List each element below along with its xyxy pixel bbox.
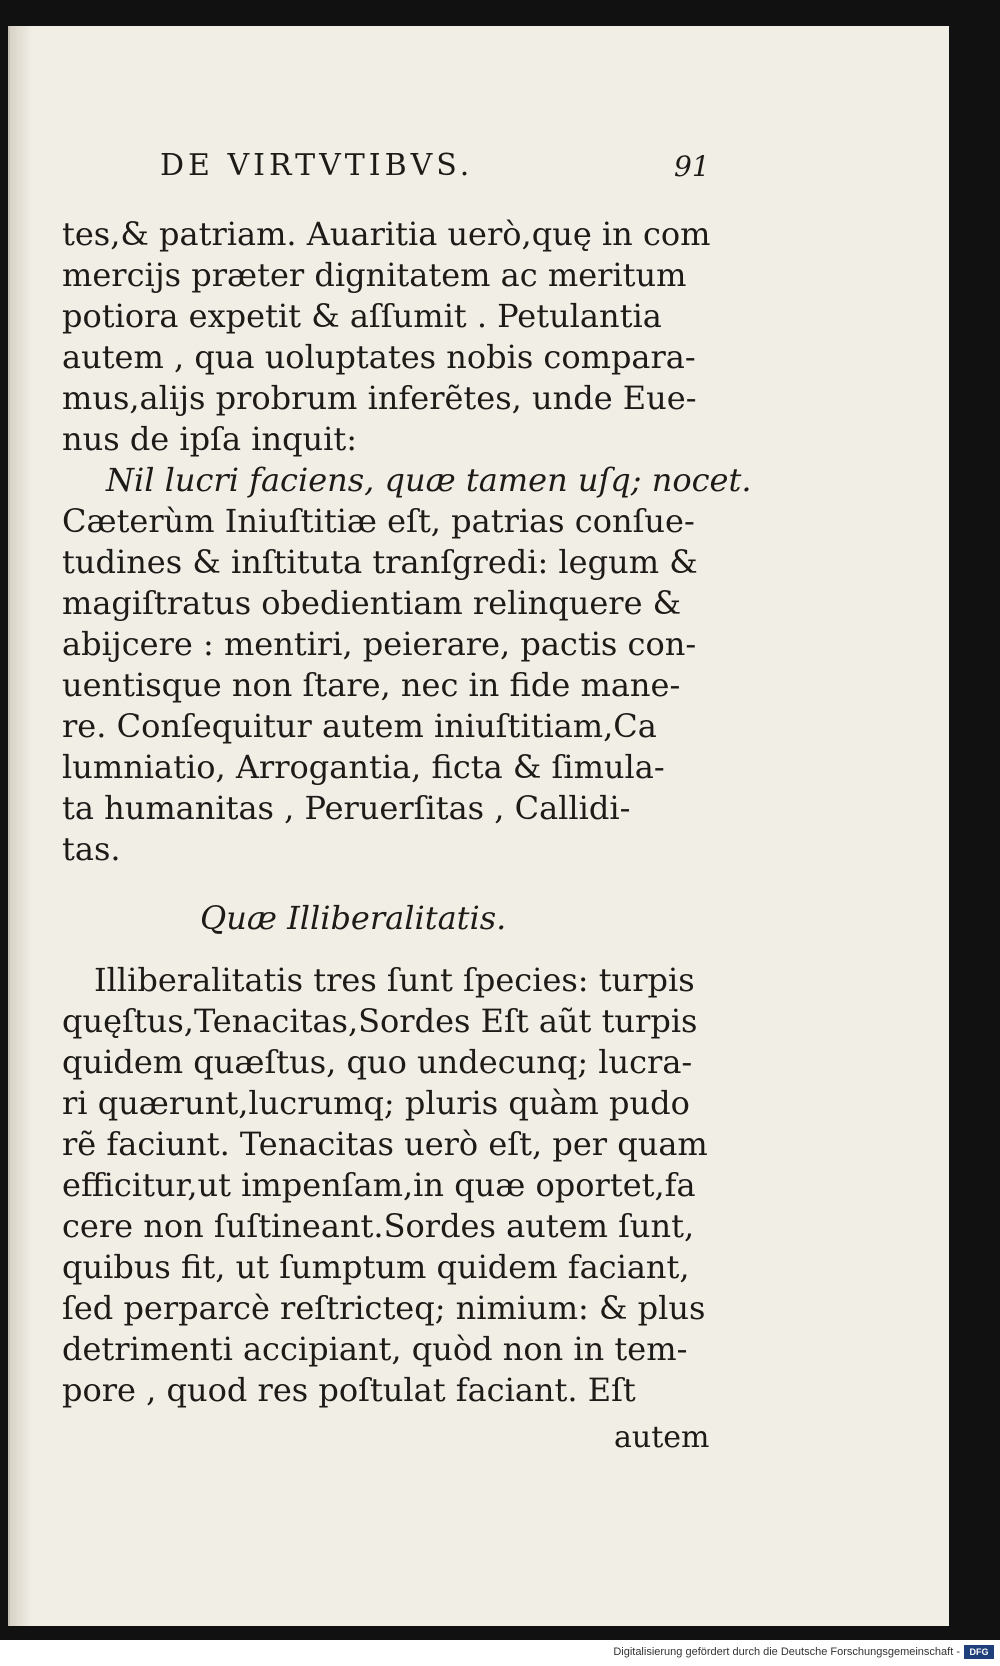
verse-quotation: Nil lucri faciens, quæ tamen uſq; nocet.	[106, 461, 752, 499]
text-line: detrimenti accipiant, quòd non in tem-	[62, 1330, 688, 1368]
gutter-shadow	[10, 26, 32, 1626]
catchword: autem	[614, 1420, 710, 1455]
text-line: rẽ faciunt. Tenacitas uerò eſt, per quam	[62, 1125, 708, 1163]
running-head: DE VIRTVTIBVS.	[160, 148, 474, 183]
dfg-logo-icon: DFG	[964, 1645, 994, 1659]
section-heading: Quæ Illiberalitatis.	[200, 899, 507, 937]
text-line: quibus fit, ut ſumptum quidem faciant,	[62, 1248, 690, 1286]
text-line: Illiberalitatis tres ſunt ſpecies: turpis	[94, 961, 695, 999]
text-line: tas.	[62, 830, 121, 868]
text-line: lumniatio, Arrogantia, ficta & ſimula-	[62, 748, 665, 786]
page-header	[160, 148, 720, 198]
text-line: ri quærunt,lucrumq; pluris quàm pudo	[62, 1084, 690, 1122]
book-page	[8, 26, 949, 1626]
text-line: ta humanitas , Peruerſitas , Callidi-	[62, 789, 631, 827]
text-line: mercijs præter dignitatem ac meritum	[62, 256, 687, 294]
text-line: magiſtratus obedientiam relinquere &	[62, 584, 682, 622]
text-line: quidem quæſtus, quo undecunq; lucra-	[62, 1043, 693, 1081]
text-line: uentisque non ſtare, nec in fide mane-	[62, 666, 681, 704]
text-line: re. Conſequitur autem iniuſtitiam,Ca	[62, 707, 657, 745]
text-line: Cæterùm Iniuſtitiæ eſt, patrias conſue-	[62, 502, 695, 540]
text-line: autem , qua uoluptates nobis compara-	[62, 338, 696, 376]
text-line: tes,& patriam. Auaritia uerò,quę in com	[62, 215, 711, 253]
text-line: efficitur,ut impenſam,in quæ oportet,fa	[62, 1166, 696, 1204]
text-line: ſed perparcè reſtricteq; nimium: & plus	[62, 1289, 706, 1327]
text-line: potiora expetit & aſſumit . Petulantia	[62, 297, 662, 335]
text-line: cere non ſuſtineant.Sordes autem ſunt,	[62, 1207, 695, 1245]
page-number: 91	[674, 150, 710, 183]
main-text	[62, 214, 752, 1411]
digitization-footer	[0, 1640, 1000, 1666]
text-line: abijcere : mentiri, peierare, pactis con-	[62, 625, 697, 663]
text-line: pore , quod res poſtulat faciant. Eſt	[62, 1371, 636, 1409]
text-line: quęſtus,Tenacitas,Sordes Eſt aũt turpis	[62, 1002, 698, 1040]
text-line: nus de ipſa inquit:	[62, 420, 358, 458]
text-line: mus,alijs probrum inferẽtes, unde Eue-	[62, 379, 697, 417]
text-line: tudines & inſtituta tranſgredi: legum &	[62, 543, 698, 581]
funding-credit: Digitalisierung gefördert durch die Deutsche Forschungsgemeinschaft -	[613, 1646, 960, 1658]
